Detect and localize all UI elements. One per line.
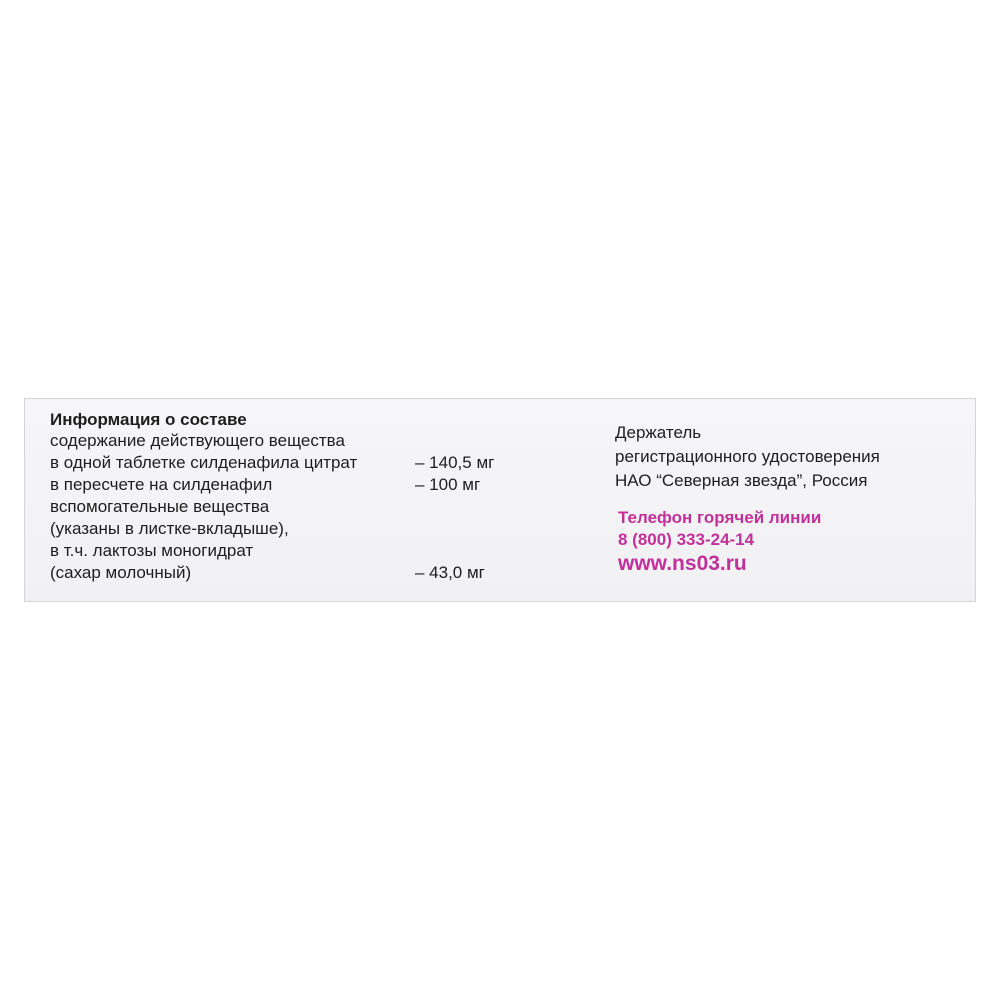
- composition-line: [50, 518, 510, 540]
- composition-section: [50, 409, 510, 584]
- composition-line-text: (указаны в листке-вкладыше),: [50, 519, 289, 538]
- composition-title: Информация о составе: [50, 410, 247, 429]
- hotline-label: Телефон горячей линии: [618, 508, 822, 527]
- composition-line-value: – 100 мг: [415, 475, 481, 494]
- composition-line: [50, 496, 510, 518]
- composition-line-text: в т.ч. лактозы моногидрат: [50, 541, 254, 560]
- composition-line-text: в одной таблетке силденафила цитрат: [50, 453, 358, 472]
- composition-line: [50, 562, 510, 584]
- composition-line: [50, 540, 510, 562]
- registration-holder: [615, 421, 965, 493]
- holder-company: НАО “Северная звезда”, Россия: [615, 471, 868, 490]
- composition-line-text: вспомогательные вещества: [50, 497, 270, 516]
- composition-line-value: – 43,0 мг: [415, 563, 485, 582]
- hotline-phone: 8 (800) 333-24-14: [618, 530, 755, 549]
- composition-line: [50, 452, 510, 474]
- composition-line: [50, 430, 510, 452]
- composition-line-text: (сахар молочный): [50, 563, 192, 582]
- composition-line-text: содержание действующего вещества: [50, 431, 345, 450]
- holder-subheading: регистрационного удостоверения: [615, 447, 880, 466]
- composition-line-value: – 140,5 мг: [415, 453, 495, 472]
- holder-heading: Держатель: [615, 423, 702, 442]
- package-info-panel: [24, 398, 976, 602]
- contact-info: [618, 507, 958, 577]
- composition-line-text: в пересчете на силденафил: [50, 475, 273, 494]
- composition-line: [50, 474, 510, 496]
- website-address: www.ns03.ru: [618, 552, 747, 575]
